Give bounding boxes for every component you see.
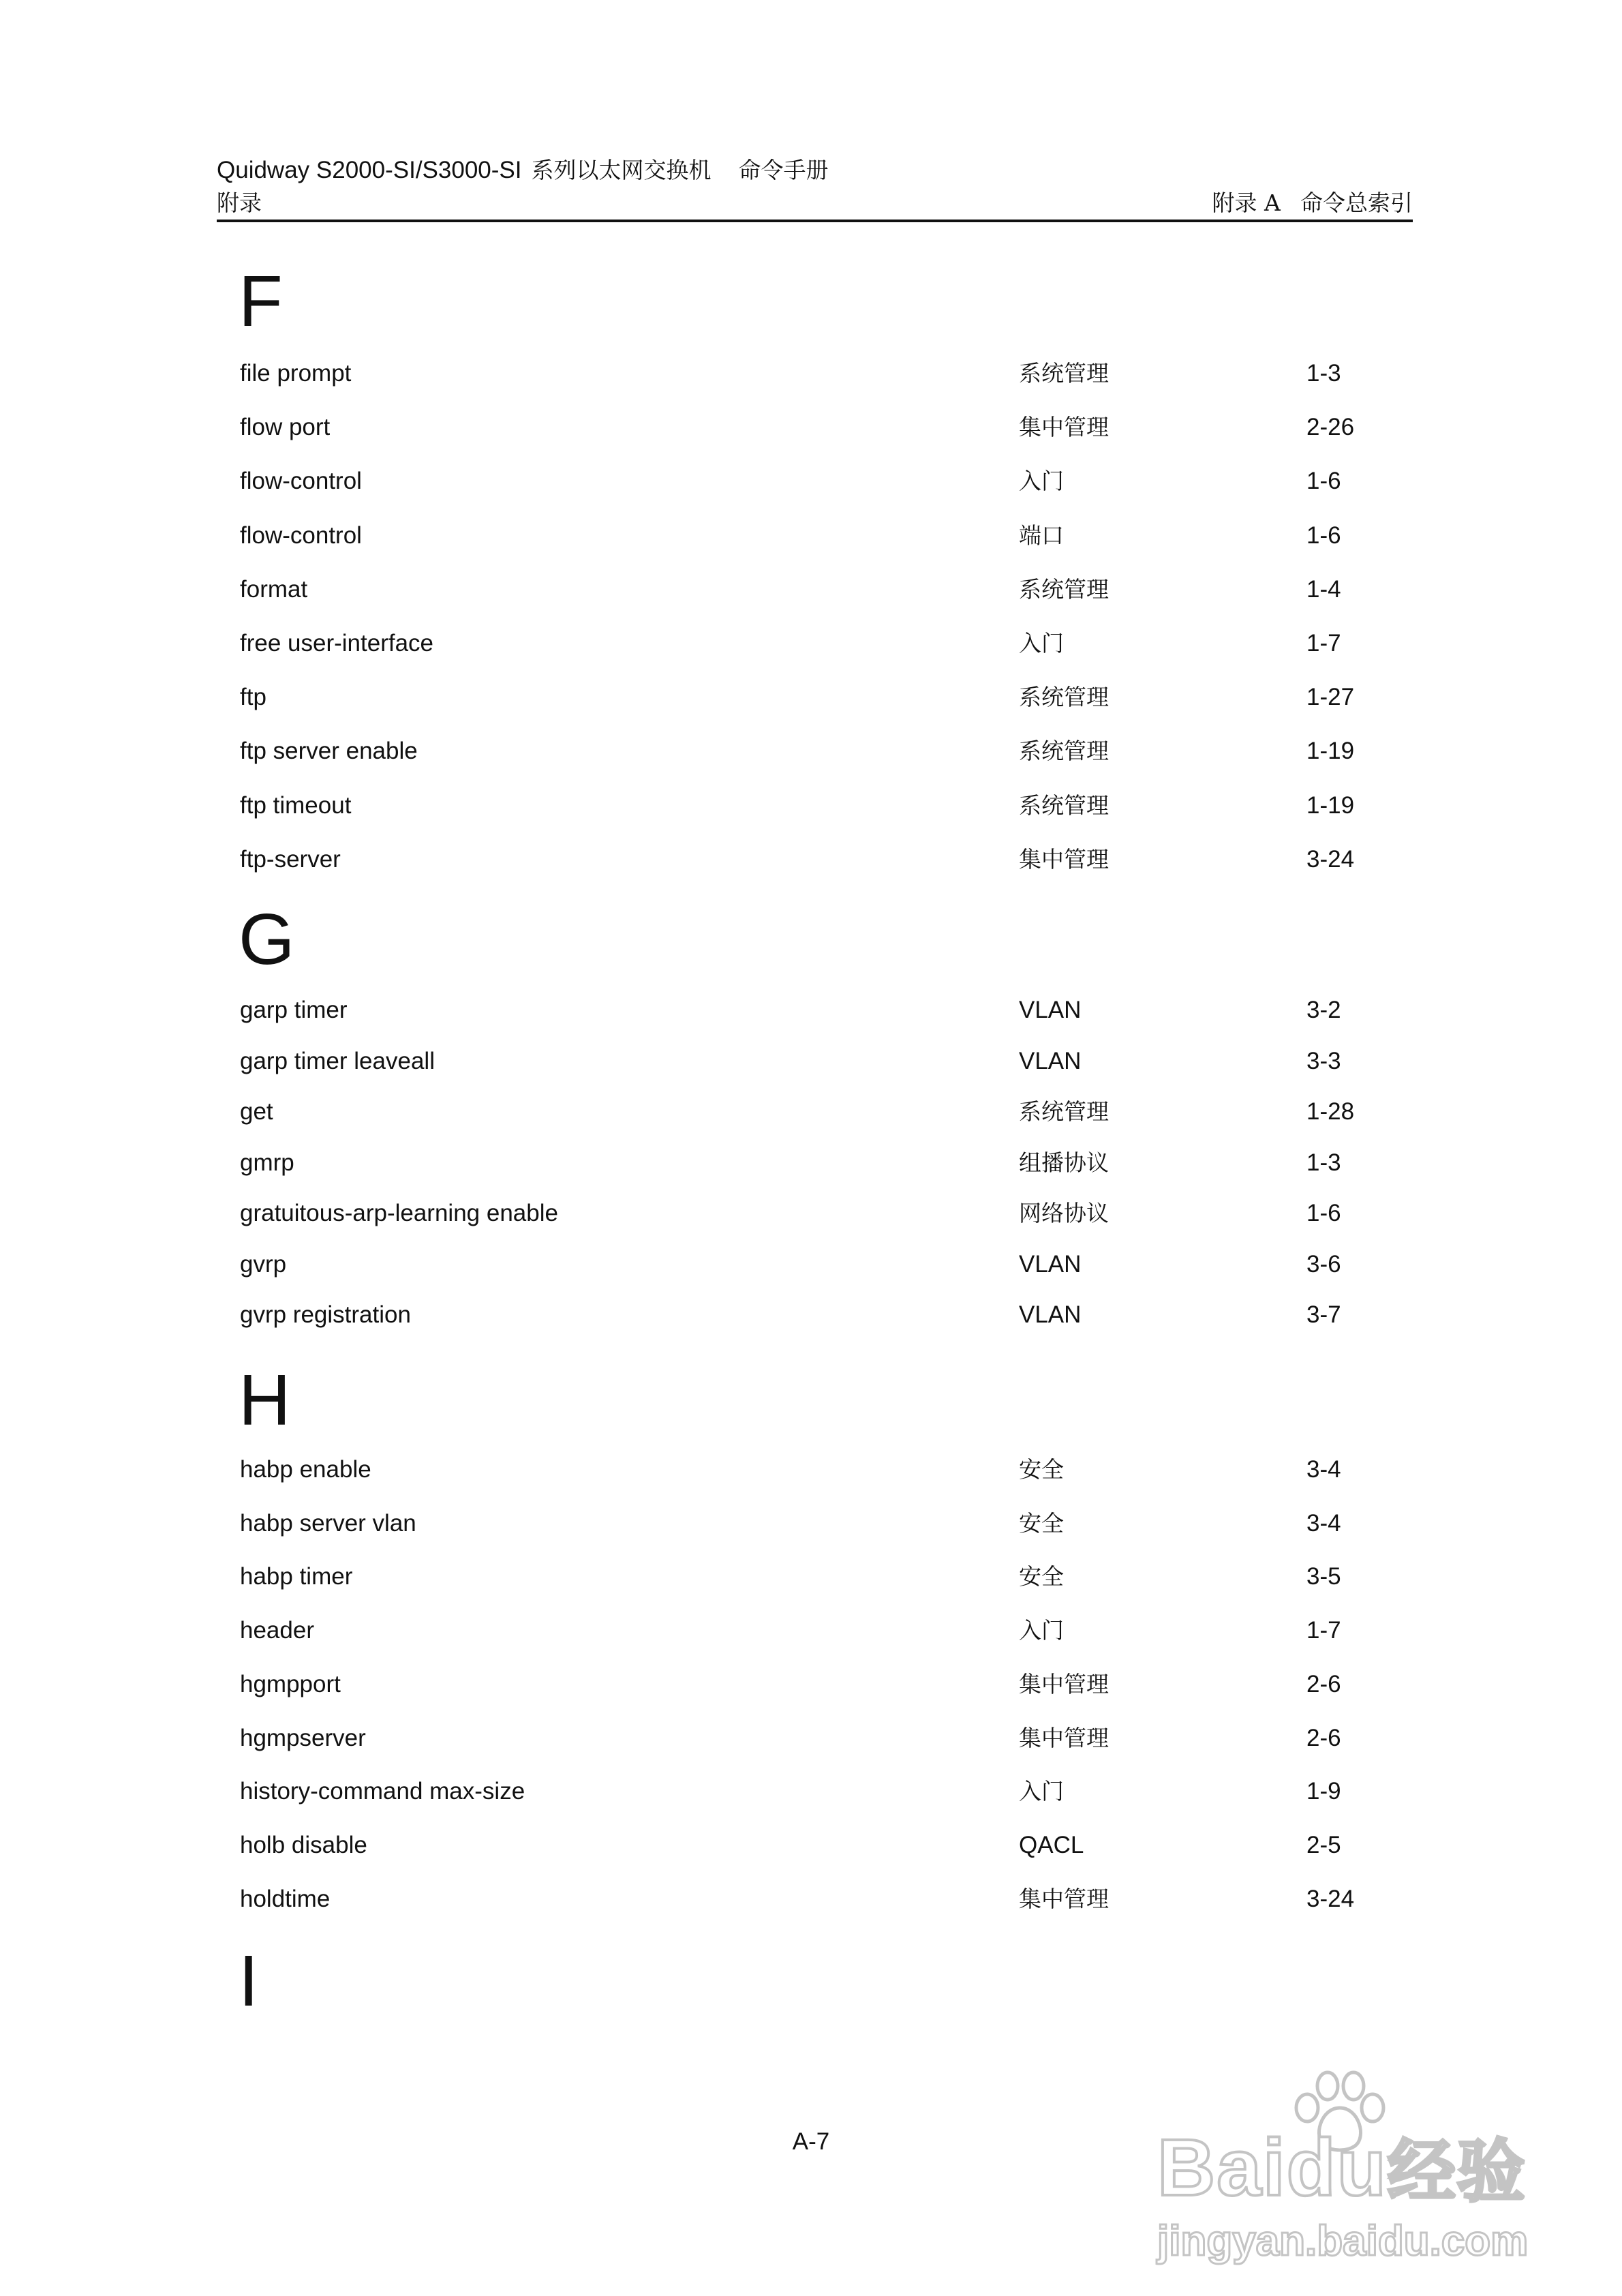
command-name: hgmpport [240, 1671, 341, 1697]
index-row [0, 1193, 1622, 1234]
index-row [0, 623, 1622, 664]
command-category: 组播协议 [1019, 1149, 1109, 1176]
watermark-logo [1157, 2120, 1527, 2220]
command-category: 网络协议 [1019, 1200, 1109, 1226]
header-appendix-label: 附录 A [1212, 190, 1281, 216]
command-name: get [240, 1098, 273, 1125]
command-page-ref: 3-24 [1306, 1886, 1355, 1912]
command-category: 安全 [1019, 1563, 1064, 1590]
command-page-ref: 1-7 [1306, 1617, 1341, 1644]
command-name: hgmpserver [240, 1725, 366, 1751]
index-row [0, 1295, 1622, 1335]
command-name: habp timer [240, 1563, 353, 1590]
index-row [0, 1718, 1622, 1759]
command-page-ref: 3-24 [1306, 846, 1355, 873]
command-category: 集中管理 [1019, 1725, 1109, 1751]
command-name: garp timer leaveall [240, 1048, 435, 1074]
command-page-ref: 1-7 [1306, 630, 1341, 656]
command-page-ref: 2-6 [1306, 1725, 1341, 1751]
command-category: 入门 [1019, 630, 1064, 656]
command-category: 系统管理 [1019, 576, 1109, 603]
index-row [0, 1449, 1622, 1490]
command-name: ftp server enable [240, 738, 418, 764]
index-row [0, 1556, 1622, 1597]
header-manual: 命令手册 [738, 157, 829, 183]
command-name: gvrp [240, 1251, 287, 1278]
index-row [0, 407, 1622, 448]
watermark-logo-bai: Bai [1157, 2123, 1287, 2213]
command-page-ref: 1-27 [1306, 684, 1355, 710]
header-section: 附录 [217, 190, 262, 216]
command-name: flow-control [240, 522, 362, 549]
command-name: file prompt [240, 360, 352, 387]
command-category: 系统管理 [1019, 738, 1109, 764]
command-page-ref: 1-19 [1306, 792, 1355, 819]
command-name: garp timer [240, 997, 348, 1023]
command-page-ref: 1-9 [1306, 1778, 1341, 1804]
index-row [0, 569, 1622, 610]
command-category: 集中管理 [1019, 414, 1109, 440]
command-page-ref: 3-2 [1306, 997, 1341, 1023]
index-row [0, 785, 1622, 826]
command-page-ref: 3-7 [1306, 1301, 1341, 1328]
command-name: free user-interface [240, 630, 434, 656]
command-name: holdtime [240, 1886, 331, 1912]
command-name: format [240, 576, 308, 603]
command-category: 系统管理 [1019, 684, 1109, 710]
command-category: 入门 [1019, 468, 1064, 494]
header-index-title: 命令总索引 [1300, 190, 1413, 216]
command-category: 系统管理 [1019, 360, 1109, 387]
index-row [0, 1664, 1622, 1705]
command-category: 入门 [1019, 1778, 1064, 1804]
index-row [0, 1041, 1622, 1082]
index-row [0, 1879, 1622, 1920]
watermark-logo-cn: 经验 [1387, 2132, 1527, 2211]
section-letter-g: G [239, 899, 295, 980]
command-name: holb disable [240, 1832, 367, 1858]
command-page-ref: 1-28 [1306, 1098, 1355, 1125]
command-category: 集中管理 [1019, 1671, 1109, 1697]
index-row [0, 515, 1622, 556]
command-name: ftp timeout [240, 792, 352, 819]
command-page-ref: 2-6 [1306, 1671, 1341, 1697]
command-category: VLAN [1019, 1251, 1082, 1278]
section-letter-h: H [239, 1360, 291, 1440]
index-row [0, 1091, 1622, 1132]
header-product: Quidway S2000-SI/S3000-SI [217, 157, 522, 183]
command-page-ref: 1-6 [1306, 468, 1341, 494]
page-number: A-7 [792, 2128, 830, 2155]
command-name: habp enable [240, 1456, 371, 1483]
command-category: VLAN [1019, 997, 1082, 1023]
command-name: habp server vlan [240, 1510, 416, 1537]
index-row [0, 731, 1622, 772]
command-page-ref: 1-6 [1306, 1200, 1341, 1226]
command-name: flow-control [240, 468, 362, 494]
header-title [217, 154, 828, 187]
command-page-ref: 3-4 [1306, 1510, 1341, 1537]
command-page-ref: 3-6 [1306, 1251, 1341, 1278]
section-letter-f: F [239, 261, 283, 342]
command-page-ref: 3-5 [1306, 1563, 1341, 1590]
command-page-ref: 3-4 [1306, 1456, 1341, 1483]
index-row [0, 839, 1622, 880]
command-name: gratuitous-arp-learning enable [240, 1200, 558, 1226]
command-name: ftp-server [240, 846, 341, 873]
index-row [0, 461, 1622, 502]
command-page-ref: 2-26 [1306, 414, 1355, 440]
command-category: QACL [1019, 1832, 1084, 1858]
command-name: ftp [240, 684, 266, 710]
watermark-logo-du: du [1286, 2123, 1388, 2213]
command-page-ref: 1-3 [1306, 1149, 1341, 1176]
index-row [0, 677, 1622, 718]
command-category: 安全 [1019, 1510, 1064, 1537]
command-category: 安全 [1019, 1456, 1064, 1483]
command-category: VLAN [1019, 1048, 1082, 1074]
index-row [0, 1503, 1622, 1544]
command-page-ref: 1-19 [1306, 738, 1355, 764]
header-appendix [1212, 187, 1413, 219]
command-name: gvrp registration [240, 1301, 411, 1328]
index-row [0, 1143, 1622, 1183]
header-series: 系列以太网交换机 [531, 157, 711, 183]
command-category: 系统管理 [1019, 1098, 1109, 1125]
command-category: 入门 [1019, 1617, 1064, 1644]
command-category: VLAN [1019, 1301, 1082, 1328]
index-row [0, 990, 1622, 1031]
command-category: 系统管理 [1019, 792, 1109, 819]
command-category: 集中管理 [1019, 846, 1109, 873]
command-name: flow port [240, 414, 331, 440]
index-row [0, 1610, 1622, 1651]
command-name: gmrp [240, 1149, 294, 1176]
baidu-jingyan-watermark [1157, 2066, 1539, 2270]
command-page-ref: 1-3 [1306, 360, 1341, 387]
command-category: 集中管理 [1019, 1886, 1109, 1912]
header-divider [217, 220, 1413, 222]
command-name: history-command max-size [240, 1778, 525, 1804]
watermark-url: jingyan.baidu.com [1157, 2218, 1529, 2265]
command-page-ref: 3-3 [1306, 1048, 1341, 1074]
command-name: header [240, 1617, 314, 1644]
command-page-ref: 1-6 [1306, 522, 1341, 549]
index-row [0, 1825, 1622, 1866]
command-page-ref: 2-5 [1306, 1832, 1341, 1858]
command-page-ref: 1-4 [1306, 576, 1341, 603]
index-row [0, 1244, 1622, 1285]
index-row [0, 353, 1622, 394]
index-row [0, 1771, 1622, 1812]
section-letter-i: I [239, 1941, 259, 2021]
command-category: 端口 [1019, 522, 1064, 549]
